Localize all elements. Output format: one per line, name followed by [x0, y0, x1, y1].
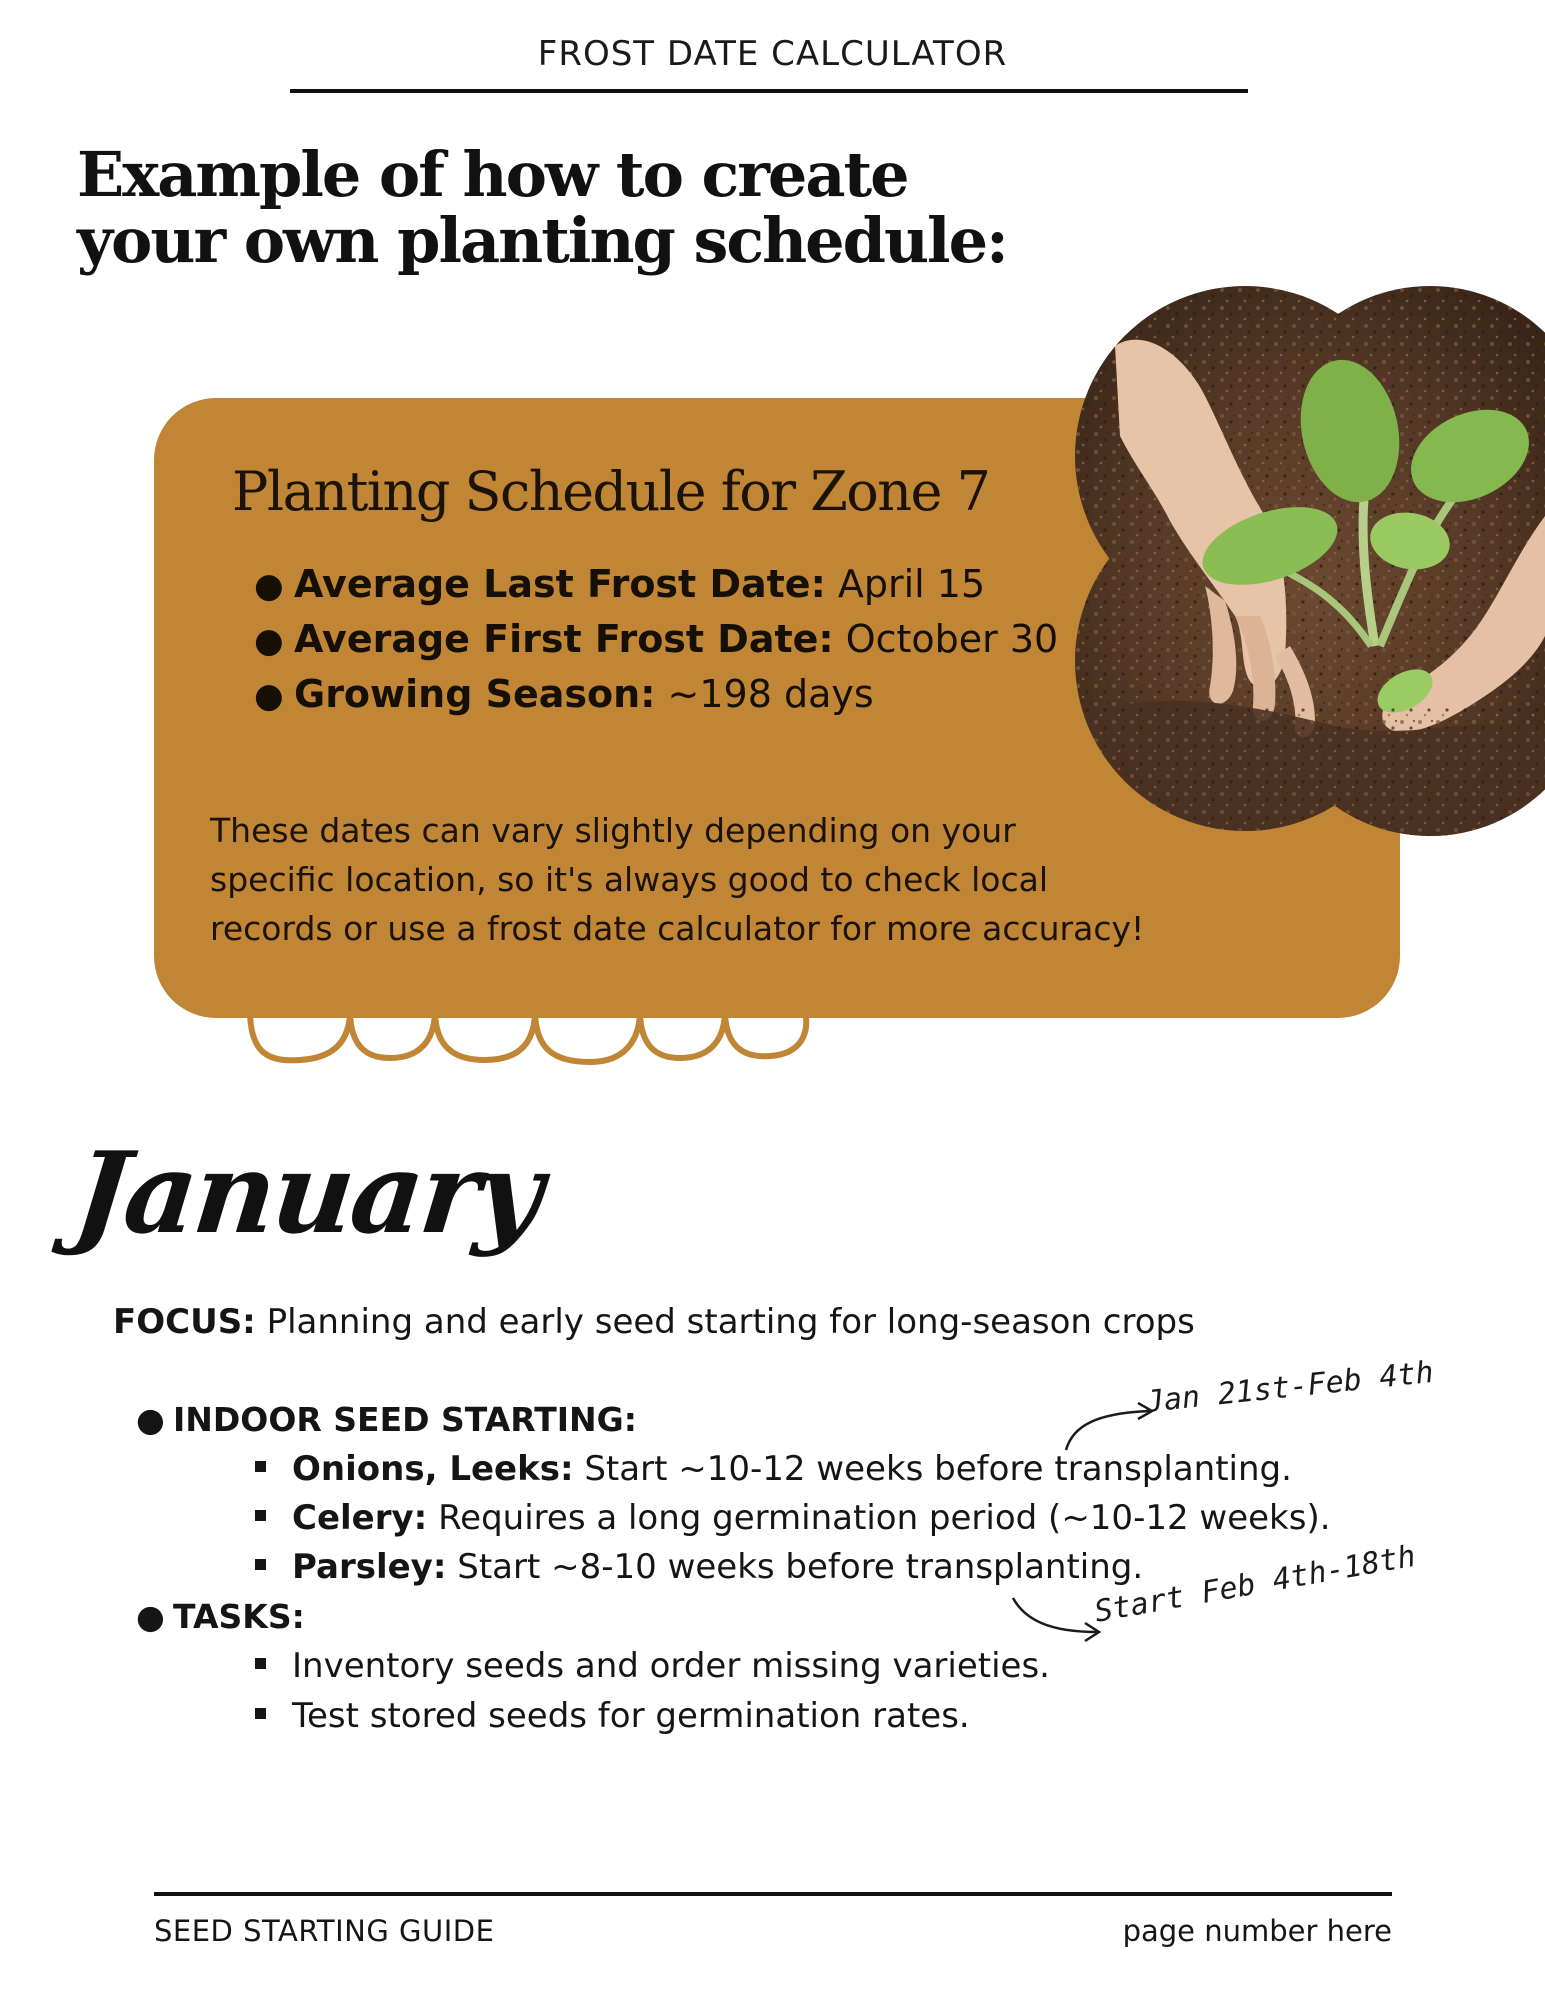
- fact-label: Average First Frost Date:: [294, 617, 834, 661]
- section-heading-text: TASKS:: [173, 1597, 305, 1636]
- disc-bullet-icon: ●: [136, 1597, 165, 1636]
- fact-label: Average Last Frost Date:: [294, 562, 826, 606]
- fact-label: Growing Season:: [294, 672, 656, 716]
- page-title: [77, 138, 1077, 277]
- footer-guide-title: SEED STARTING GUIDE: [154, 1914, 495, 1948]
- footer-divider: [154, 1892, 1392, 1896]
- section-heading-tasks: [136, 1597, 305, 1636]
- square-bullet-icon: [255, 1461, 266, 1472]
- focus-label: FOCUS:: [113, 1302, 256, 1342]
- growing-season-fact: [254, 672, 874, 716]
- page-title-line-2: your own planting schedule:: [77, 204, 1007, 277]
- list-item: [255, 1498, 1331, 1538]
- disc-bullet-icon: ●: [254, 621, 284, 661]
- list-item: [255, 1696, 970, 1736]
- disc-bullet-icon: ●: [254, 676, 284, 716]
- curved-arrow-icon: [1005, 1590, 1105, 1650]
- section-heading-indoor: [136, 1400, 637, 1439]
- item-label: Parsley:: [292, 1547, 447, 1587]
- frost-fact-first: [254, 617, 1058, 661]
- decorative-loops: [240, 1000, 820, 1080]
- card-note: [210, 806, 1250, 953]
- fact-value: October 30: [833, 617, 1059, 661]
- card-note-line: records or use a frost date calculator for more accuracy!: [210, 909, 1145, 948]
- list-item: [255, 1646, 1050, 1686]
- list-item: [255, 1449, 1292, 1489]
- month-title: January: [68, 1128, 546, 1259]
- page-title-line-1: Example of how to create: [77, 138, 908, 211]
- item-text: Start ~10-12 weeks before transplanting.: [573, 1449, 1292, 1489]
- section-heading-text: INDOOR SEED STARTING:: [173, 1400, 637, 1439]
- item-label: Celery:: [292, 1498, 428, 1538]
- header-divider: [290, 89, 1248, 93]
- item-text: Start ~8-10 weeks before transplanting.: [446, 1547, 1144, 1587]
- footer-page-number: page number here: [1122, 1914, 1392, 1948]
- square-bullet-icon: [255, 1658, 266, 1669]
- disc-bullet-icon: ●: [136, 1400, 165, 1439]
- seedling-photo: [1075, 286, 1545, 846]
- frost-fact-last: [254, 562, 985, 606]
- header-title: FROST DATE CALCULATOR: [537, 34, 1008, 74]
- disc-bullet-icon: ●: [254, 566, 284, 606]
- card-note-line: These dates can vary slightly depending on your: [210, 811, 1016, 850]
- annotation-parsley-dates: Start Feb 4th-18th: [1091, 1538, 1419, 1630]
- curved-arrow-icon: [1058, 1395, 1158, 1455]
- focus-text: Planning and early seed starting for long-season crops: [255, 1302, 1195, 1342]
- square-bullet-icon: [255, 1559, 266, 1570]
- item-text: Test stored seeds for germination rates.: [292, 1696, 970, 1736]
- fact-value: April 15: [825, 562, 986, 606]
- fact-value: ~198 days: [655, 672, 874, 716]
- item-text: Inventory seeds and order missing varieties.: [292, 1646, 1050, 1686]
- focus-line: [113, 1302, 1195, 1342]
- annotation-onion-dates: Jan 21st-Feb 4th: [1144, 1354, 1436, 1420]
- square-bullet-icon: [255, 1510, 266, 1521]
- square-bullet-icon: [255, 1708, 266, 1719]
- card-note-line: specific location, so it's always good to check local: [210, 860, 1049, 899]
- card-title: Planting Schedule for Zone 7: [232, 460, 990, 523]
- item-label: Onions, Leeks:: [292, 1449, 574, 1489]
- item-text: Requires a long germination period (~10-12 weeks).: [427, 1498, 1331, 1538]
- list-item: [255, 1547, 1143, 1587]
